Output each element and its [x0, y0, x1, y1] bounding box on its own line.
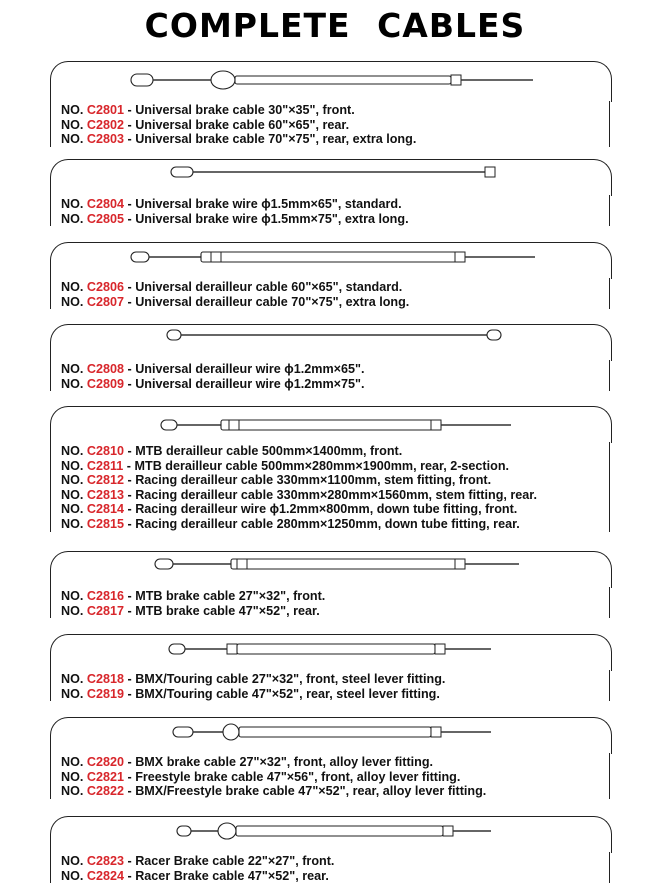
cable-list — [50, 753, 610, 799]
entry-prefix: NO. — [61, 362, 87, 376]
entry-prefix: NO. — [61, 487, 87, 502]
cable-illustration — [51, 817, 611, 853]
cable-illustration-frame — [50, 242, 612, 279]
cable-entry — [61, 687, 609, 702]
product-code: C2804 — [86, 197, 125, 211]
product-description: - BMX brake cable 27"×32", front, alloy lever fitting. — [124, 755, 434, 769]
cable-illustration-frame — [50, 816, 612, 853]
cable-entry — [61, 280, 609, 295]
product-code: C2814 — [86, 502, 125, 517]
entry-prefix: NO. — [61, 769, 87, 784]
cable-illustration-frame — [50, 324, 612, 361]
product-description: - Universal brake wire ϕ1.5mm×65", standard. — [124, 197, 402, 211]
product-description: - Universal derailleur wire ϕ1.2mm×75". — [124, 376, 365, 391]
cable-list — [50, 852, 610, 883]
entry-prefix: NO. — [61, 473, 87, 488]
cable-list — [50, 101, 610, 147]
entry-prefix: NO. — [61, 197, 87, 211]
cable-illustration — [51, 718, 611, 754]
cable-entry — [61, 212, 609, 227]
product-description: - Racing derailleur wire ϕ1.2mm×800mm, down tube fitting, front. — [124, 502, 518, 517]
cable-illustration — [51, 243, 611, 279]
product-code: C2815 — [86, 516, 125, 531]
product-description: - Universal derailleur cable 70"×75", extra long. — [124, 294, 410, 309]
cable-illustration — [51, 325, 611, 361]
cable-entry — [61, 444, 609, 459]
entry-prefix: NO. — [61, 211, 87, 226]
cable-entry — [61, 295, 609, 310]
cable-entry — [61, 517, 609, 532]
cable-list — [50, 670, 610, 701]
product-code: C2803 — [86, 132, 125, 147]
cable-entry — [61, 377, 609, 392]
cable-list — [50, 587, 610, 618]
entry-prefix: NO. — [61, 458, 87, 473]
product-description: - Freestyle brake cable 47"×56", front, alloy lever fitting. — [124, 769, 461, 784]
cable-entry — [61, 589, 609, 604]
product-description: - BMX/Touring cable 47"×52", rear, steel lever fitting. — [124, 686, 440, 701]
product-code: C2817 — [86, 603, 125, 618]
entry-prefix: NO. — [61, 868, 87, 883]
product-code: C2819 — [86, 686, 125, 701]
product-description: - BMX/Freestyle brake cable 47"×52", rear, alloy lever fitting. — [124, 784, 487, 799]
product-description: - Racing derailleur cable 280mm×1250mm, down tube fitting, rear. — [124, 516, 520, 531]
cable-entry — [61, 784, 609, 799]
entry-prefix: NO. — [61, 294, 87, 309]
cable-illustration — [51, 160, 611, 196]
cable-entry — [61, 604, 609, 619]
entry-prefix: NO. — [61, 672, 87, 686]
cable-entry — [61, 459, 609, 474]
cable-illustration-frame — [50, 717, 612, 754]
cable-entry — [61, 488, 609, 503]
entry-prefix: NO. — [61, 117, 87, 132]
cable-illustration — [51, 552, 611, 588]
product-code: C2811 — [86, 458, 124, 473]
product-code: C2810 — [86, 444, 125, 458]
entry-prefix: NO. — [61, 502, 87, 517]
cable-entry — [61, 755, 609, 770]
cable-entry — [61, 672, 609, 687]
cable-entry — [61, 869, 609, 884]
entry-prefix: NO. — [61, 280, 87, 294]
cable-entry — [61, 197, 609, 212]
product-code: C2806 — [86, 280, 125, 294]
entry-prefix: NO. — [61, 854, 87, 868]
product-description: - Racer Brake cable 22"×27", front. — [124, 854, 335, 868]
product-description: - MTB derailleur cable 500mm×280mm×1900mm, rear, 2-section. — [123, 458, 510, 473]
product-description: - Universal derailleur cable 60"×65", standard. — [124, 280, 403, 294]
cable-list — [50, 442, 610, 532]
entry-prefix: NO. — [61, 686, 87, 701]
cable-list — [50, 360, 610, 391]
product-code: C2818 — [86, 672, 125, 686]
cable-entry — [61, 770, 609, 785]
entry-prefix: NO. — [61, 103, 87, 117]
product-description: - Universal brake wire ϕ1.5mm×75", extra long. — [124, 211, 409, 226]
product-description: - MTB brake cable 27"×32", front. — [124, 589, 326, 603]
product-description: - Universal derailleur wire ϕ1.2mm×65". — [124, 362, 365, 376]
product-code: C2809 — [86, 376, 125, 391]
product-code: C2816 — [86, 589, 125, 603]
product-description: - Racer Brake cable 47"×52", rear. — [124, 868, 329, 883]
product-description: - Universal brake cable 30"×35", front. — [124, 103, 355, 117]
cable-illustration — [51, 62, 611, 102]
cable-entry — [61, 132, 609, 147]
product-code: C2824 — [86, 868, 125, 883]
product-description: - Racing derailleur cable 330mm×1100mm, stem fitting, front. — [124, 473, 492, 488]
cable-illustration-frame — [50, 61, 612, 102]
cable-entry — [61, 502, 609, 517]
cable-illustration-frame — [50, 406, 612, 443]
product-description: - MTB derailleur cable 500mm×1400mm, front. — [124, 444, 403, 458]
product-code: C2802 — [86, 117, 125, 132]
cable-illustration-frame — [50, 159, 612, 196]
entry-prefix: NO. — [61, 784, 87, 799]
product-code: C2813 — [86, 487, 125, 502]
page-title: COMPLETE CABLES — [144, 6, 526, 45]
product-code: C2812 — [86, 473, 125, 488]
product-description: - Racing derailleur cable 330mm×280mm×1560mm, stem fitting, rear. — [124, 487, 538, 502]
product-code: C2823 — [86, 854, 125, 868]
entry-prefix: NO. — [61, 755, 87, 769]
cable-list — [50, 195, 610, 226]
entry-prefix: NO. — [61, 376, 87, 391]
cable-entry — [61, 103, 609, 118]
cable-illustration-frame — [50, 551, 612, 588]
cable-illustration — [51, 635, 611, 671]
cable-entry — [61, 362, 609, 377]
cable-illustration-frame — [50, 634, 612, 671]
product-description: - BMX/Touring cable 27"×32", front, steel lever fitting. — [124, 672, 446, 686]
product-code: C2808 — [86, 362, 125, 376]
entry-prefix: NO. — [61, 603, 87, 618]
product-code: C2805 — [86, 211, 125, 226]
entry-prefix: NO. — [61, 132, 87, 147]
entry-prefix: NO. — [61, 589, 87, 603]
product-code: C2821 — [86, 769, 125, 784]
product-description: - Universal brake cable 60"×65", rear. — [124, 117, 350, 132]
cable-entry — [61, 854, 609, 869]
product-description: - MTB brake cable 47"×52", rear. — [124, 603, 320, 618]
cable-entry — [61, 473, 609, 488]
cable-illustration — [51, 407, 611, 443]
product-code: C2822 — [86, 784, 125, 799]
product-description: - Universal brake cable 70"×75", rear, extra long. — [124, 132, 417, 147]
product-code: C2807 — [86, 294, 125, 309]
product-code: C2820 — [86, 755, 125, 769]
entry-prefix: NO. — [61, 516, 87, 531]
product-code: C2801 — [86, 103, 125, 117]
cable-list — [50, 278, 610, 309]
cable-entry — [61, 118, 609, 133]
entry-prefix: NO. — [61, 444, 87, 458]
